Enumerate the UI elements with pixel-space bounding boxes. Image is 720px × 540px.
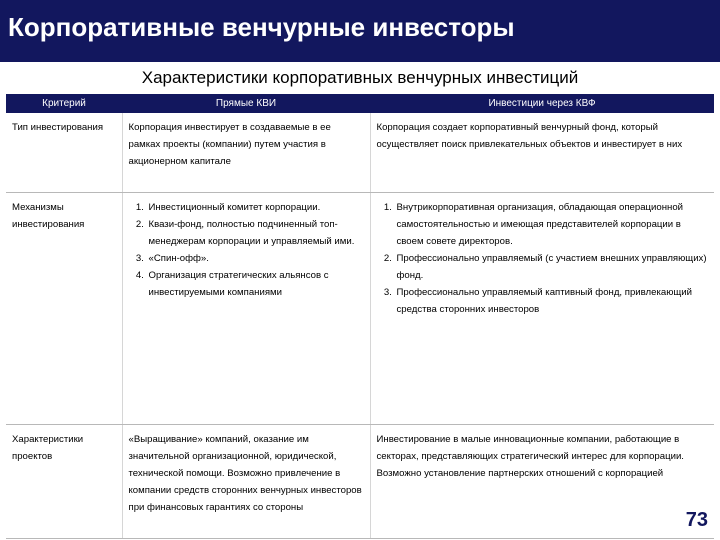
slide-subtitle: Характеристики корпоративных венчурных инвестиций <box>141 68 579 87</box>
column-header-criterion: Критерий <box>6 94 122 113</box>
list-item: 1. Внутрикорпоративная организация, обладающая операционной самостоятельностью и имеющая представителей корпорации в своем совете директоров. <box>395 199 709 250</box>
characteristics-table <box>6 94 714 539</box>
cell-criterion: Механизмы инвестирования <box>6 192 122 424</box>
fund-mechanisms-list <box>377 199 709 318</box>
list-item: 3. Профессионально управляемый каптивный фонд, привлекающий средства сторонних инвесторов <box>395 284 709 318</box>
title-bar <box>0 0 720 62</box>
cell-direct: Корпорация инвестирует в создаваемые в ее рамках проекты (компании) путем участия в акционерном капитале <box>122 113 370 192</box>
list-item: 1. Инвестиционный комитет корпорации. <box>147 199 364 216</box>
slide-title: Корпоративные венчурные инвесторы <box>8 12 515 42</box>
cell-direct <box>122 192 370 424</box>
table-row <box>6 192 714 424</box>
page-number: 73 <box>685 509 708 531</box>
list-item: 2. Квази-фонд, полностью подчиненный топ-менеджерам корпорации и управляемый ими. <box>147 216 364 250</box>
column-header-direct: Прямые КВИ <box>122 94 370 113</box>
list-item: 2. Профессионально управляемый (с участием внешних управляющих) фонд. <box>395 250 709 284</box>
table-row <box>6 113 714 192</box>
cell-fund: Инвестирование в малые инновационные компании, работающие в секторах, представляющих стратегический интерес для корпорации. Возможно установление партнерских отношений с корпорацией <box>370 424 714 538</box>
cell-fund: Корпорация создает корпоративный венчурный фонд, который осуществляет поиск привлекательных объектов и инвестирует в них <box>370 113 714 192</box>
column-header-fund: Инвестиции через КВФ <box>370 94 714 113</box>
cell-criterion: Характеристики проектов <box>6 424 122 538</box>
list-item: 4. Организация стратегических альянсов с инвестируемыми компаниями <box>147 267 364 301</box>
table-row <box>6 424 714 538</box>
cell-fund <box>370 192 714 424</box>
table-header-row <box>6 94 714 113</box>
cell-criterion: Тип инвестирования <box>6 113 122 192</box>
list-item: 3. «Спин-офф». <box>147 250 364 267</box>
cell-direct: «Выращивание» компаний, оказание им значительной организационной, юридической, технической помощи. Возможно привлечение в компании средств сторонних венчурных инвесторов при финансовых гарантиях со стороны <box>122 424 370 538</box>
direct-mechanisms-list <box>129 199 364 301</box>
